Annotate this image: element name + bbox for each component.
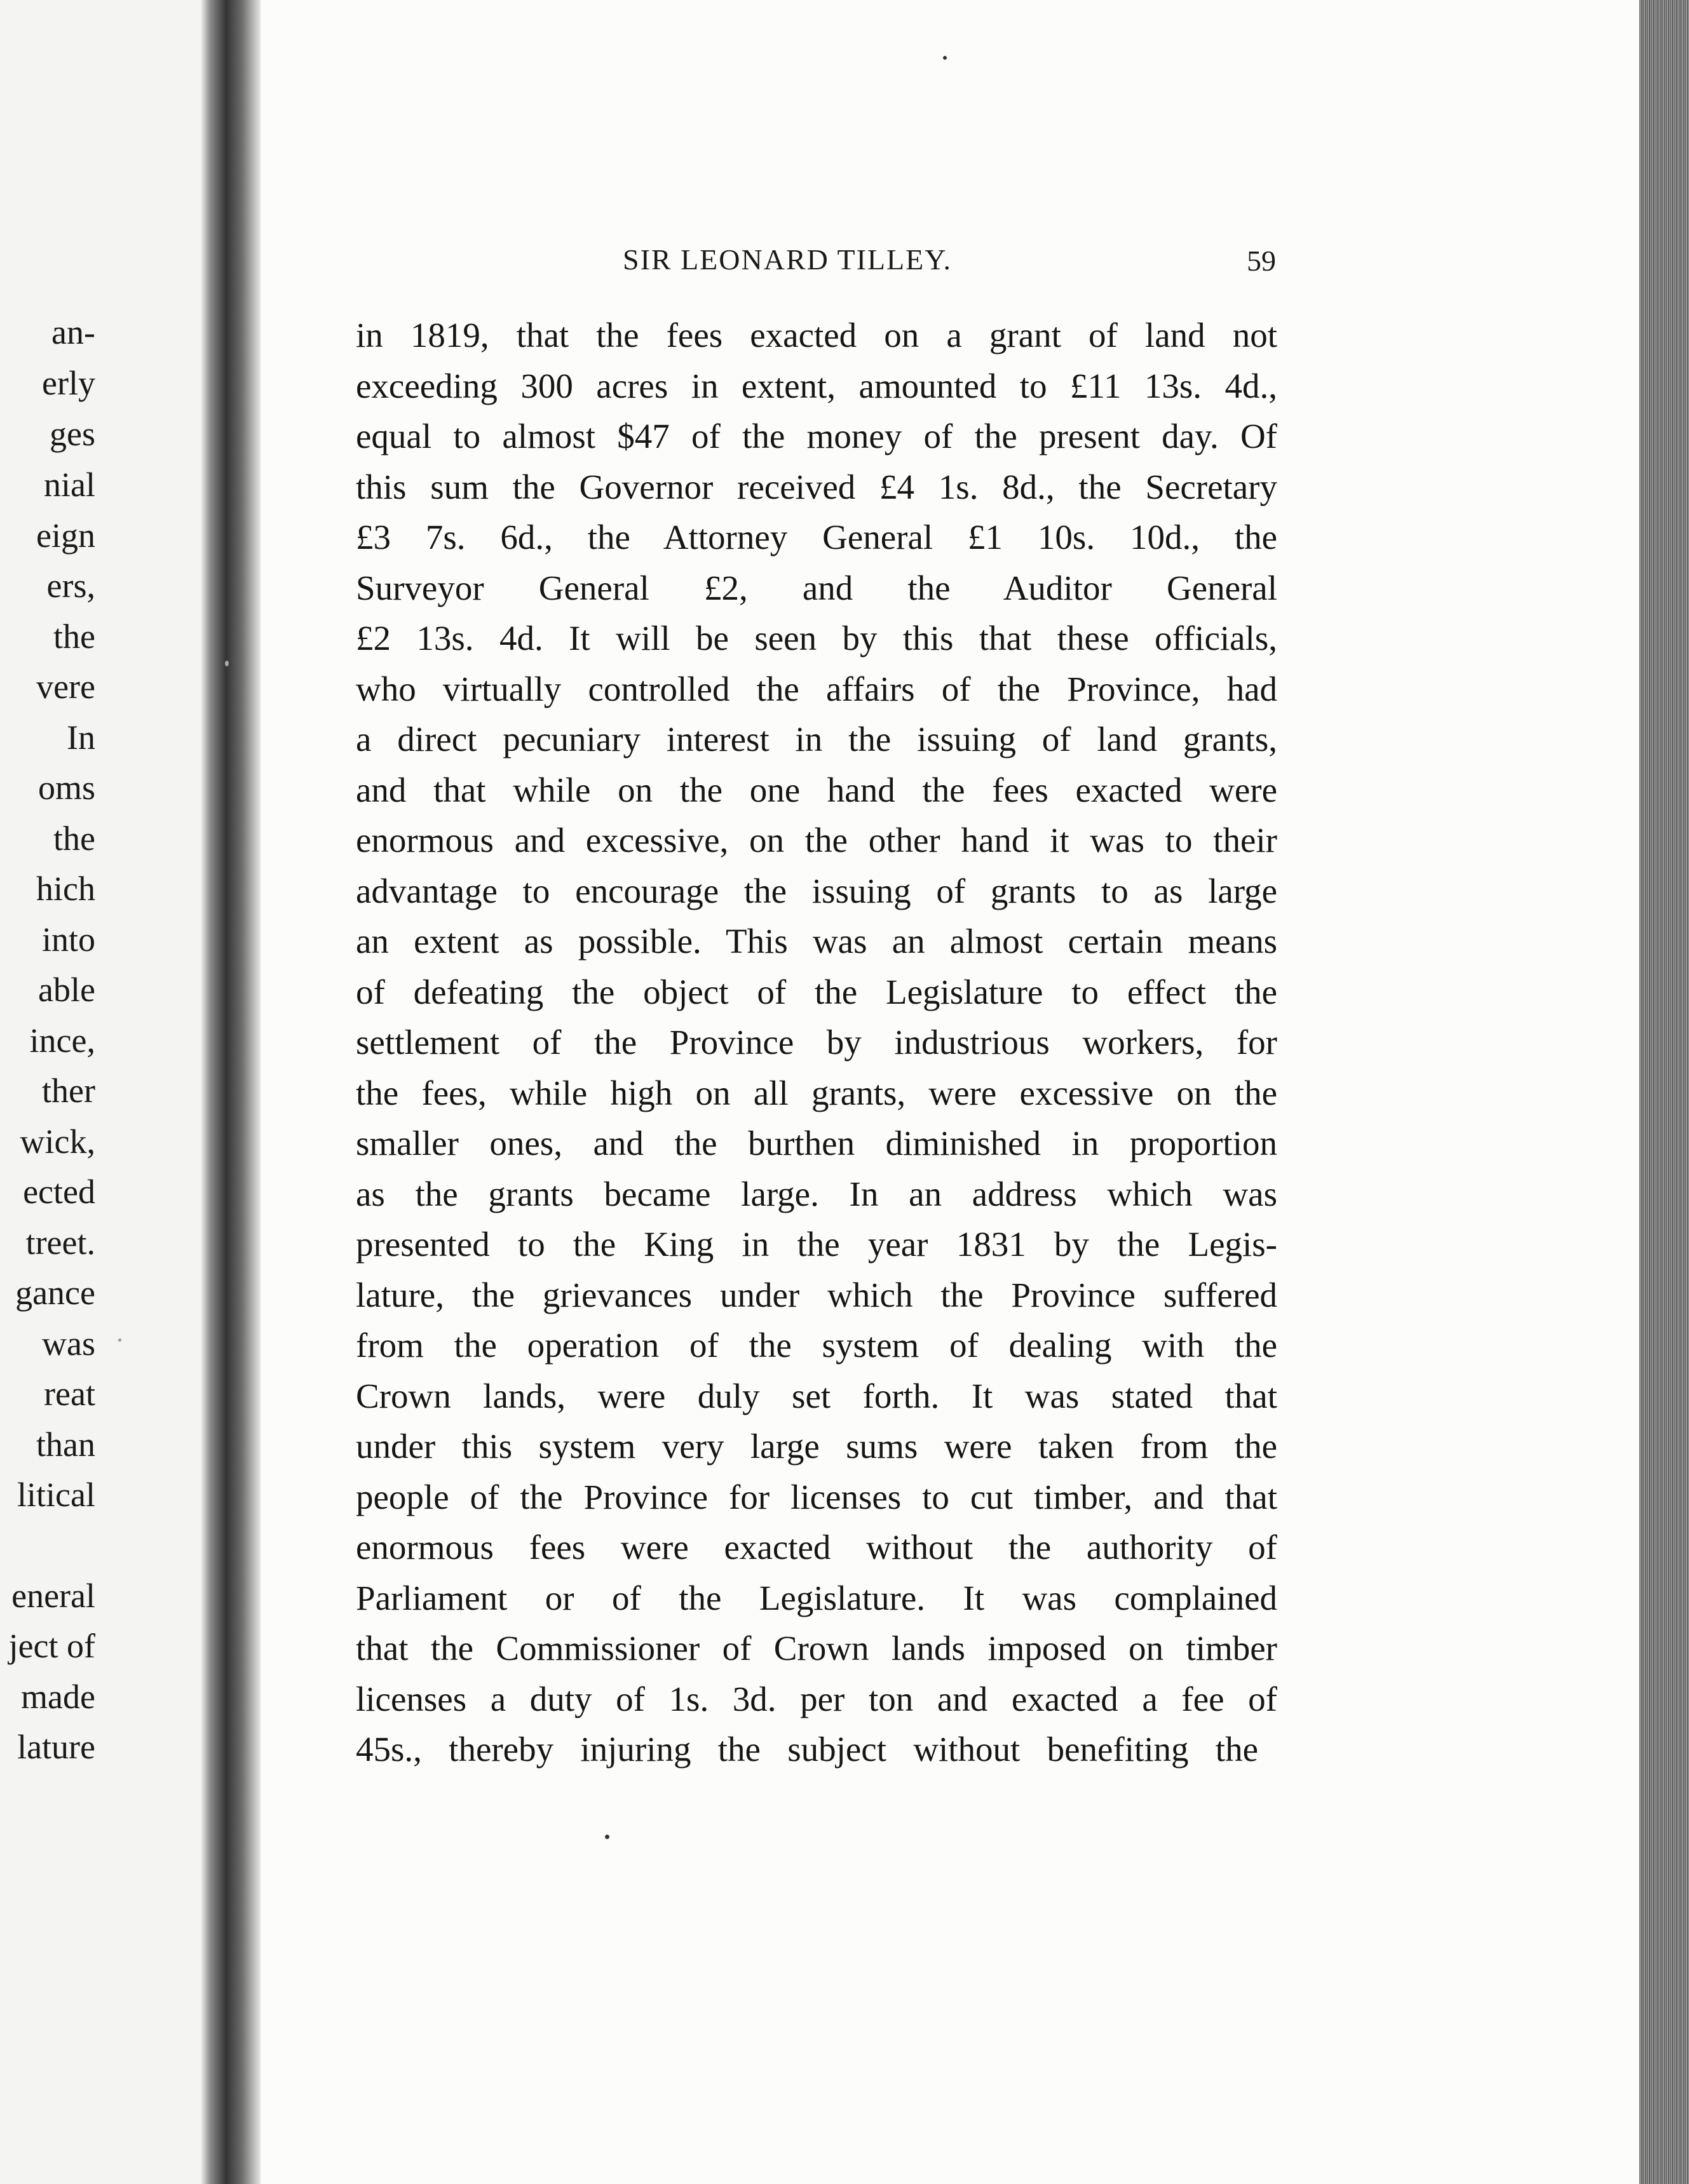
facing-page-fragment: erly [42, 364, 95, 402]
facing-page-fragment: eign [36, 516, 95, 555]
facing-page-left [0, 0, 210, 2184]
text-line: smaller ones, and the burthen diminished in proportion [356, 1124, 1277, 1163]
body-paragraph [356, 310, 1277, 1775]
facing-page-fragment: ject of [8, 1627, 95, 1665]
text-line: exceeding 300 acres in extent, amounted to £11 13s. 4d., [356, 366, 1277, 405]
facing-page-fragment: than [36, 1426, 95, 1464]
facing-page-fragment: the [53, 617, 95, 656]
text-line: as the grants became large. In an address which was [356, 1174, 1277, 1213]
text-line: who virtually controlled the affairs of the Province, had [356, 669, 1277, 708]
facing-page-fragment: ected [23, 1173, 95, 1211]
facing-page-fragment: into [41, 920, 95, 959]
facing-page-fragment: was [42, 1325, 95, 1363]
text-line: this sum the Governor received £4 1s. 8d., the Secretary [356, 467, 1277, 506]
text-line: lature, the grievances under which the Province suffered [356, 1275, 1277, 1314]
facing-page-fragment: the [53, 819, 95, 858]
text-line: from the operation of the system of dealing with the [356, 1326, 1277, 1365]
scan-speck [225, 661, 229, 666]
text-line: enormous fees were exacted without the authority of [356, 1528, 1277, 1567]
text-line: a direct pecuniary interest in the issuing of land grants, [356, 720, 1277, 758]
facing-page-fragment: litical [17, 1476, 95, 1514]
facing-page-fragment: an- [51, 313, 95, 351]
facing-page-fragment: able [38, 971, 95, 1009]
facing-page-fragment: made [21, 1678, 95, 1716]
text-line: advantage to encourage the issuing of grants to as large [356, 871, 1277, 910]
text-line: and that while on the one hand the fees exacted were [356, 770, 1277, 809]
page-edge-stack [1639, 0, 1689, 2184]
facing-page-fragment: lature [17, 1728, 95, 1766]
book-gutter-shadow [201, 0, 264, 2184]
text-line: under this system very large sums were taken from the [356, 1427, 1277, 1466]
text-line: settlement of the Province by industrious workers, for [356, 1023, 1277, 1062]
text-line: of defeating the object of the Legislature to effect the [356, 972, 1277, 1011]
facing-page-fragment: vere [36, 668, 95, 706]
facing-page-fragment: oms [37, 769, 95, 807]
text-line: £2 13s. 4d. It will be seen by this that these officials, [356, 619, 1277, 657]
text-line: 45s., thereby injuring the subject without benefiting the [356, 1730, 1258, 1769]
scan-speck [605, 1835, 609, 1839]
facing-page-fragment: gance [15, 1274, 95, 1312]
scan-speck [943, 56, 947, 60]
text-line: Parliament or of the Legislature. It was complained [356, 1578, 1277, 1617]
facing-page-fragment: treet. [25, 1223, 95, 1262]
facing-page-fragment: nial [44, 466, 95, 504]
facing-page-fragment: ers, [46, 567, 95, 605]
facing-page-fragment: ther [42, 1072, 95, 1110]
text-line: Surveyor General £2, and the Auditor General [356, 568, 1277, 607]
page-number: 59 [1247, 245, 1276, 277]
text-line: presented to the King in the year 1831 by the Legis- [356, 1225, 1277, 1264]
text-line: people of the Province for licenses to cut timber, and that [356, 1477, 1277, 1516]
text-line: in 1819, that the fees exacted on a grant of land not [356, 316, 1277, 354]
facing-page-fragment: ince, [29, 1021, 95, 1060]
running-head: SIR LEONARD TILLEY. [623, 243, 953, 276]
facing-page-fragment: wick, [20, 1122, 95, 1161]
facing-page-fragment: In [67, 718, 95, 757]
facing-page-fragment: hich [36, 870, 95, 908]
text-line: the fees, while high on all grants, were excessive on the [356, 1073, 1277, 1112]
facing-page-fragment: reat [44, 1375, 95, 1413]
facing-page-fragment: eneral [11, 1577, 95, 1615]
text-line: £3 7s. 6d., the Attorney General £1 10s. 10d., the [356, 518, 1277, 556]
text-line: Crown lands, were duly set forth. It was stated that [356, 1376, 1277, 1415]
text-line: equal to almost $47 of the money of the present day. Of [356, 417, 1277, 455]
text-line: an extent as possible. This was an almost certain means [356, 922, 1277, 961]
text-line: licenses a duty of 1s. 3d. per ton and exacted a fee of [356, 1679, 1277, 1718]
text-line: enormous and excessive, on the other hand it was to their [356, 821, 1277, 859]
scan-speck [118, 1338, 121, 1342]
facing-page-fragment: ges [50, 415, 95, 453]
text-line: that the Commissioner of Crown lands imposed on timber [356, 1629, 1277, 1668]
